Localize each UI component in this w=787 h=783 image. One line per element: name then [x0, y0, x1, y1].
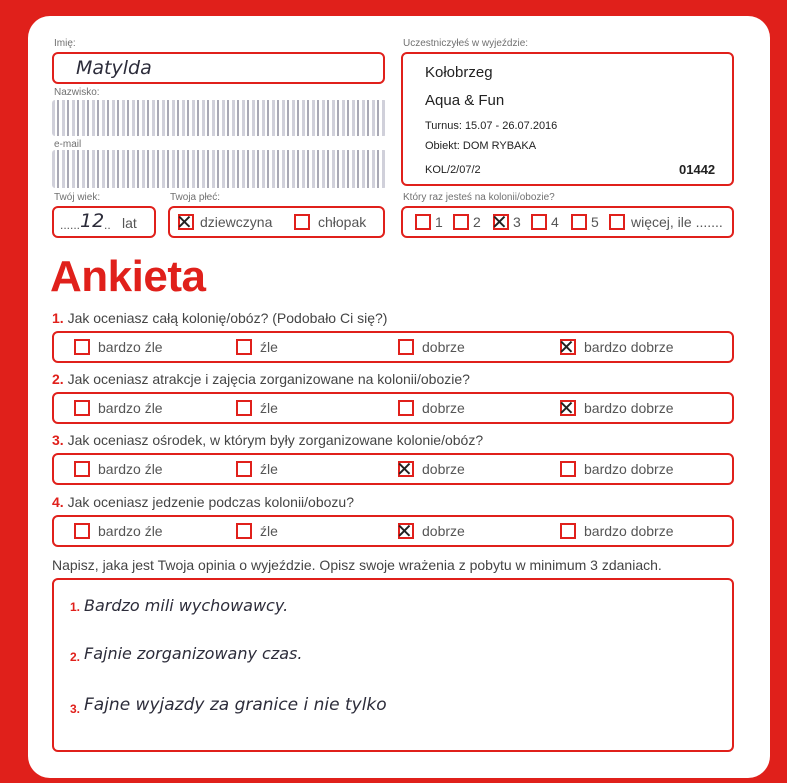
option-label: bardzo źle	[98, 461, 163, 477]
raz-option-more: więcej, ile .......	[631, 214, 723, 230]
check-mark-icon: ✕	[396, 457, 413, 481]
question-3	[52, 432, 483, 448]
question-4	[52, 494, 354, 510]
answer-num: 2.	[70, 650, 81, 664]
ktory-raz-label: Który raz jesteś na kolonii/obozie?	[403, 192, 555, 203]
option-label: bardzo dobrze	[584, 400, 674, 416]
page-title: Ankieta	[50, 252, 206, 301]
checkbox-option[interactable]	[236, 523, 252, 539]
raz-option-4: 4	[551, 214, 559, 230]
trip-box	[401, 52, 734, 186]
plec-option-chlopak: chłopak	[318, 214, 367, 230]
checkbox-option[interactable]	[396, 519, 414, 543]
imie-value: Matylda	[76, 57, 152, 79]
answer-num: 1.	[70, 600, 81, 614]
email-field-redacted[interactable]	[52, 150, 387, 188]
plec-field	[168, 206, 385, 238]
checkbox-option[interactable]	[398, 400, 414, 416]
answer-num: 3.	[70, 702, 81, 716]
check-mark-icon: ✕	[396, 519, 413, 543]
raz-option-2: 2	[473, 214, 481, 230]
wiek-unit: lat	[122, 215, 137, 231]
option-label: bardzo dobrze	[584, 339, 674, 355]
raz-option-3: 3	[513, 214, 521, 230]
answer-row-4	[52, 515, 734, 547]
question-number: 3.	[52, 432, 64, 448]
checkbox-raz-3[interactable]	[491, 210, 509, 234]
option-label: bardzo dobrze	[584, 523, 674, 539]
option-label: bardzo źle	[98, 523, 163, 539]
checkbox-option[interactable]	[74, 400, 90, 416]
trip-city: Kołobrzeg	[425, 64, 493, 81]
checkbox-raz-2[interactable]	[453, 214, 469, 230]
checkbox-dziewczyna[interactable]	[176, 210, 194, 234]
checkbox-raz-1[interactable]	[415, 214, 431, 230]
option-label: źle	[260, 400, 278, 416]
option-label: źle	[260, 461, 278, 477]
question-number: 4.	[52, 494, 64, 510]
opinion-textarea[interactable]	[52, 578, 734, 752]
checkbox-option[interactable]	[74, 339, 90, 355]
check-mark-icon: ✕	[558, 335, 575, 359]
wiek-value: 12	[80, 210, 105, 232]
question-number: 1.	[52, 310, 64, 326]
imie-label: Imię:	[54, 38, 76, 49]
option-label: dobrze	[422, 461, 465, 477]
checkbox-option[interactable]	[236, 339, 252, 355]
question-number: 2.	[52, 371, 64, 387]
raz-option-5: 5	[591, 214, 599, 230]
nazwisko-label: Nazwisko:	[54, 87, 100, 98]
trip-number: 01442	[679, 162, 716, 177]
question-text: Jak oceniasz całą kolonię/obóz? (Podobało Ci się?)	[67, 310, 388, 326]
opinion-prompt: Napisz, jaka jest Twoja opinia o wyjeździe. Opisz swoje wrażenia z pobytu w minimum 3 zdaniach.	[52, 557, 662, 573]
trip-obiekt: Obiekt: DOM RYBAKA	[425, 140, 537, 152]
plec-label: Twoja płeć:	[170, 192, 221, 203]
question-2	[52, 371, 470, 387]
checkbox-option[interactable]	[236, 400, 252, 416]
option-label: źle	[260, 339, 278, 355]
option-label: dobrze	[422, 339, 465, 355]
checkbox-raz-4[interactable]	[531, 214, 547, 230]
question-text: Jak oceniasz ośrodek, w którym były zorganizowane kolonie/obóz?	[67, 432, 484, 448]
answer-text: Fajnie zorganizowany czas.	[84, 644, 303, 663]
email-label: e-mail	[54, 139, 82, 150]
option-label: źle	[260, 523, 278, 539]
question-1	[52, 310, 387, 326]
wiek-dots-after: ..	[104, 218, 111, 232]
wiek-dots-before: ......	[60, 218, 81, 232]
answer-row-2	[52, 392, 734, 424]
trip-label: Uczestniczyłeś w wyjeździe:	[403, 38, 529, 49]
option-label: dobrze	[422, 400, 465, 416]
plec-option-dziewczyna: dziewczyna	[200, 214, 273, 230]
checkbox-raz-more[interactable]	[609, 214, 625, 230]
checkbox-option[interactable]	[558, 396, 576, 420]
checkbox-option[interactable]	[560, 461, 576, 477]
checkbox-raz-5[interactable]	[571, 214, 587, 230]
answer-row-1	[52, 331, 734, 363]
wiek-field[interactable]	[52, 206, 156, 238]
checkbox-option[interactable]	[396, 457, 414, 481]
option-label: bardzo źle	[98, 339, 163, 355]
imie-field[interactable]	[52, 52, 385, 84]
trip-program: Aqua & Fun	[425, 92, 505, 109]
checkbox-chlopak[interactable]	[294, 214, 310, 230]
answer-text: Bardzo mili wychowawcy.	[84, 596, 289, 615]
nazwisko-field-redacted[interactable]	[52, 100, 387, 136]
check-mark-icon: ✕	[176, 210, 193, 234]
option-label: dobrze	[422, 523, 465, 539]
option-label: bardzo źle	[98, 400, 163, 416]
checkbox-option[interactable]	[74, 523, 90, 539]
raz-option-1: 1	[435, 214, 443, 230]
trip-code: KOL/2/07/2	[425, 164, 481, 176]
checkbox-option[interactable]	[558, 335, 576, 359]
checkbox-option[interactable]	[236, 461, 252, 477]
check-mark-icon: ✕	[491, 210, 508, 234]
option-label: bardzo dobrze	[584, 461, 674, 477]
trip-turnus: Turnus: 15.07 - 26.07.2016	[425, 120, 558, 132]
ktory-raz-field	[401, 206, 734, 238]
checkbox-option[interactable]	[74, 461, 90, 477]
answer-text: Fajne wyjazdy za granice i nie tylko	[84, 695, 387, 715]
checkbox-option[interactable]	[398, 339, 414, 355]
wiek-label: Twój wiek:	[54, 192, 101, 203]
answer-row-3	[52, 453, 734, 485]
question-text: Jak oceniasz jedzenie podczas kolonii/obozu?	[67, 494, 354, 510]
checkbox-option[interactable]	[560, 523, 576, 539]
check-mark-icon: ✕	[558, 396, 575, 420]
question-text: Jak oceniasz atrakcje i zajęcia zorganizowane na kolonii/obozie?	[67, 371, 470, 387]
